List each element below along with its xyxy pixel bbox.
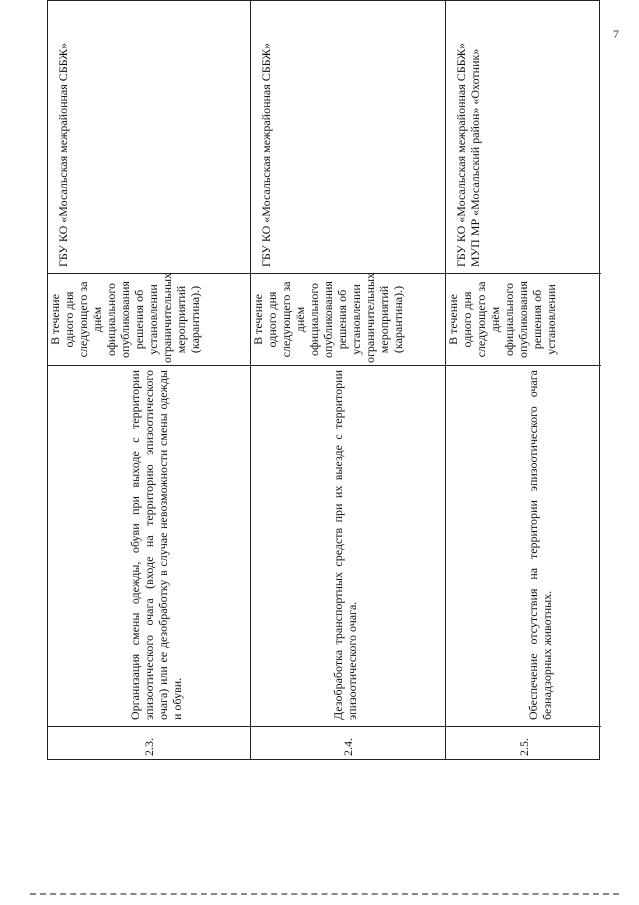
responsible-cell: [48, 0, 250, 273]
row-number: 2.3.: [48, 726, 250, 759]
row-number: 2.4.: [251, 726, 445, 759]
deadline-text: В течение одного дня следующего за днём официального опубликования решения об установлении: [446, 273, 601, 365]
table-row: [446, 1, 601, 759]
deadline-text: В течение одного дня следующего за днём официального опубликования решения об установлении ограничительных мероприятий (карантина).): [48, 273, 250, 365]
responsible-org: ГБУ КО «Мосальская межрайонная СББЖ»: [454, 42, 468, 267]
responsible-org: ГБУ КО «Мосальская межрайонная СББЖ»: [259, 42, 273, 267]
measure-text: Организация смены одежды, обуви при выходе с территории эпизоотического очага (входе на территорию эпизоотического очага) или ее дезобработку в случае невозможности смены одежды и обуви.: [48, 365, 250, 726]
measures-table: [47, 0, 600, 760]
table-row: [251, 1, 446, 759]
deadline-text: В течение одного дня следующего за днём официального опубликования решения об установлении ограничительных мероприятий (карантина).): [251, 273, 445, 365]
scan-edge-artifact: [30, 889, 619, 895]
page-number: 7: [613, 27, 619, 41]
row-number: 2.5.: [446, 726, 601, 759]
responsible-cell: [446, 0, 601, 273]
measure-text: Обеспечение отсутствия на территории эпизоотического очага безнадзорных животных.: [446, 365, 601, 726]
rotated-page-content: [47, 0, 600, 760]
responsible-cell: [251, 0, 445, 273]
responsible-org: МУП МР «Мосальский район» «Охотник»: [468, 48, 482, 267]
table-row: [48, 1, 251, 759]
measure-text: Дезобработка транспортных средств при их выезде с территории эпизоотического очага.: [251, 365, 445, 726]
responsible-org: ГБУ КО «Мосальская межрайонная СББЖ»: [56, 42, 70, 267]
